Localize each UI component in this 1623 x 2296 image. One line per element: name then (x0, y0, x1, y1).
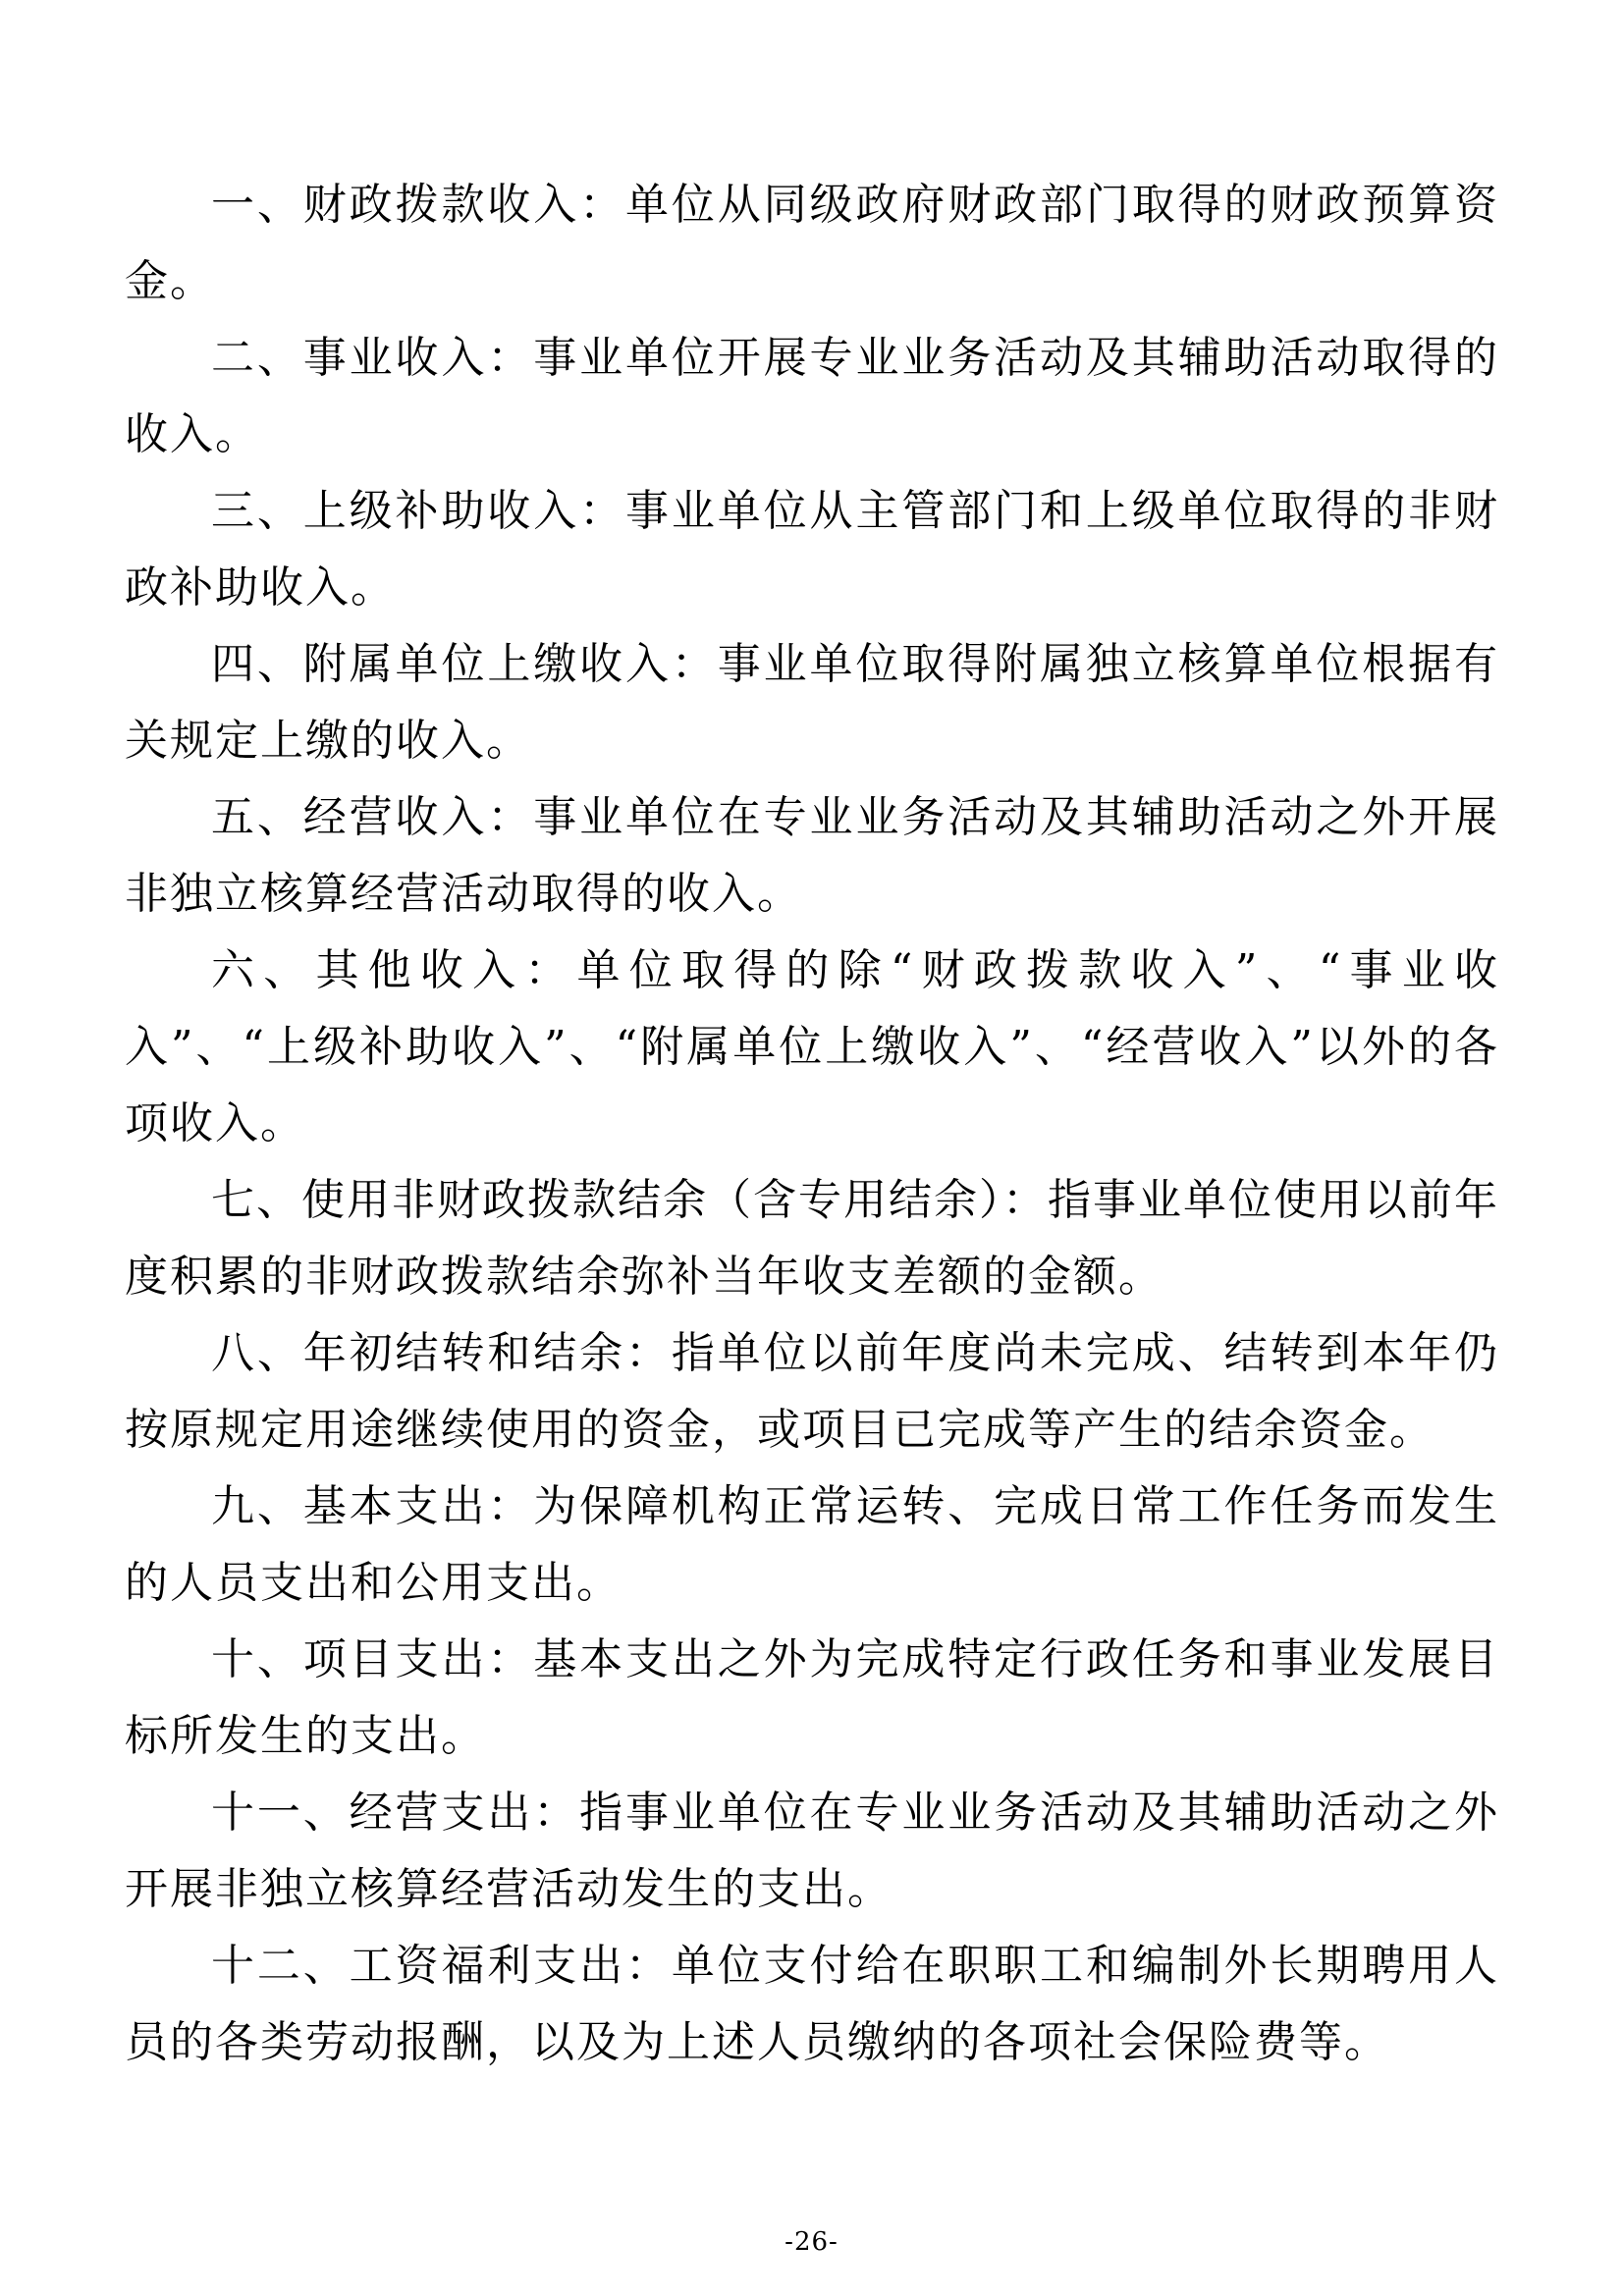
paragraph-project-expenditure: 十、项目支出：基本支出之外为完成特定行政任务和事业发展目标所发生的支出。 (125, 1634, 1499, 1761)
paragraph-other-income: 六、其他收入：单位取得的除“财政拨款收入”、“事业收入”、“上级补助收入”、“附属单位上缴收入”、“经营收入”以外的各项收入。 (125, 945, 1499, 1148)
paragraph-wage-welfare-expenditure: 十二、工资福利支出：单位支付给在职职工和编制外长期聘用人员的各类劳动报酬，以及为上述人员缴纳的各项社会保险费等。 (125, 1941, 1499, 2067)
paragraph-fiscal-appropriation-income: 一、财政拨款收入：单位从同级政府财政部门取得的财政预算资金。 (125, 180, 1499, 306)
paragraph-basic-expenditure: 九、基本支出：为保障机构正常运转、完成日常工作任务而发生的人员支出和公用支出。 (125, 1481, 1499, 1608)
paragraph-business-income: 五、经营收入：事业单位在专业业务活动及其辅助活动之外开展非独立核算经营活动取得的收入。 (125, 792, 1499, 919)
paragraph-affiliated-unit-income: 四、附属单位上缴收入：事业单位取得附属独立核算单位根据有关规定上缴的收入。 (125, 639, 1499, 766)
paragraph-superior-subsidy-income: 三、上级补助收入：事业单位从主管部门和上级单位取得的非财政补助收入。 (125, 486, 1499, 613)
paragraph-business-expenditure: 十一、经营支出：指事业单位在专业业务活动及其辅助活动之外开展非独立核算经营活动发生的支出。 (125, 1788, 1499, 1914)
paragraph-carryover-and-surplus: 八、年初结转和结余：指单位以前年度尚未完成、结转到本年仍按原规定用途继续使用的资金，或项目已完成等产生的结余资金。 (125, 1328, 1499, 1455)
page-number: -26- (784, 2227, 839, 2257)
document-body (125, 167, 1499, 2081)
paragraph-operational-income: 二、事业收入：事业单位开展专业业务活动及其辅助活动取得的收入。 (125, 333, 1499, 459)
paragraph-non-fiscal-surplus-use: 七、使用非财政拨款结余（含专用结余）：指事业单位使用以前年度积累的非财政拨款结余弥补当年收支差额的金额。 (125, 1175, 1499, 1302)
